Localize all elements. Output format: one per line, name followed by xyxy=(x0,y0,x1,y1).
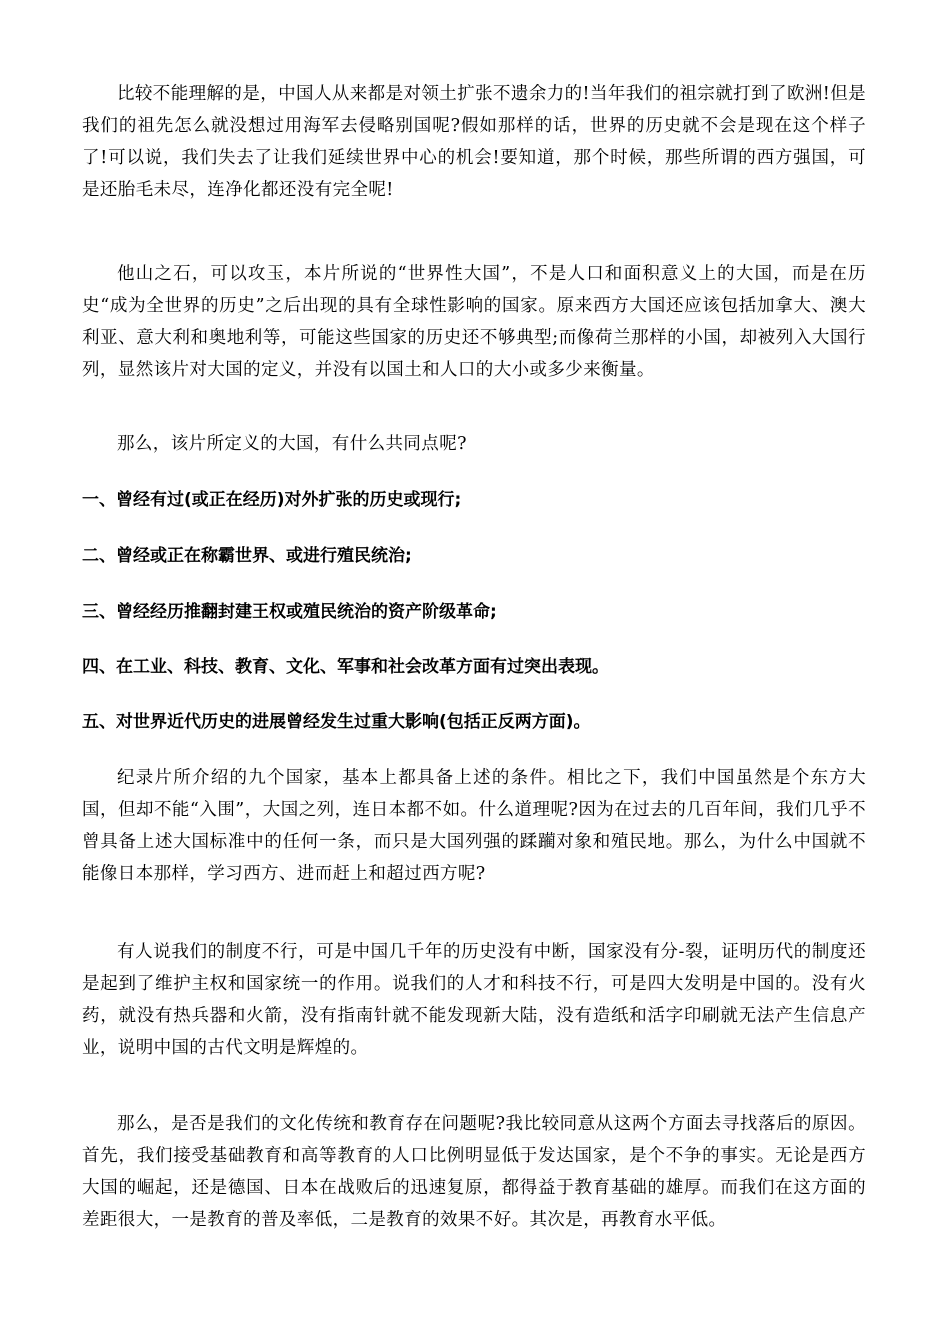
paragraph-nine-countries: 纪录片所介绍的九个国家，基本上都具备上述的条件。相比之下，我们中国虽然是个东方大国，但却不能“入围”，大国之列，连日本都不如。什么道理呢?因为在过去的几百年间，我们几乎不曾具备上述大国标准中的任何一条，而只是大国列强的蹂躏对象和殖民地。那么，为什么中国就不能像日本那样，学习西方、进而赶上和超过西方呢? xyxy=(82,768,866,884)
paragraph-culture-and-education: 那么，是否是我们的文化传统和教育存在问题呢?我比较同意从这两个方面去寻找落后的原因。首先，我们接受基础教育和高等教育的人口比例明显低于发达国家，是个不争的事实。无论是西方大国的崛起，还是德国、日本在战败后的迅速复原，都得益于教育基础的雄厚。而我们在这方面的差距很大，一是教育的普及率低，二是教育的效果不好。其次是，再教育水平低。 xyxy=(82,1114,866,1230)
criteria-item-4: 四、在工业、科技、教育、文化、军事和社会改革方面有过突出表现。 xyxy=(82,657,609,677)
paragraph-common-points-question: 那么，该片所定义的大国，有什么共同点呢? xyxy=(117,434,467,454)
paragraph-great-power-definition: 他山之石，可以攻玉，本片所说的“世界性大国”，不是人口和面积意义上的大国，而是在历史“成为全世界的历史”之后出现的具有全球性影响的国家。原来西方大国还应该包括加拿大、澳大利亚、意大利和奥地利等，可能这些国家的历史还不够典型;而像荷兰那样的小国，却被列入大国行列，显然该片对大国的定义，并没有以国土和人口的大小或多少来衡量。 xyxy=(82,264,866,380)
paragraph-system-and-inventions: 有人说我们的制度不行，可是中国几千年的历史没有中断，国家没有分-裂，证明历代的制度还是起到了维护主权和国家统一的作用。说我们的人才和科技不行，可是四大发明是中国的。没有火药，就没有热兵器和火箭，没有指南针就不能发现新大陆，没有造纸和活字印刷就无法产生信息产业，说明中国的古代文明是辉煌的。 xyxy=(82,942,866,1058)
criteria-item-2: 二、曾经或正在称霸世界、或进行殖民统治; xyxy=(82,546,412,566)
paragraph-territorial-expansion: 比较不能理解的是，中国人从来都是对领土扩张不遗余力的!当年我们的祖宗就打到了欧洲!但是我们的祖先怎么就没想过用海军去侵略别国呢?假如那样的话，世界的历史就不会是现在这个样子了!可以说，我们失去了让我们延续世界中心的机会!要知道，那个时候，那些所谓的西方强国，可是还胎毛未尽，连净化都还没有完全呢! xyxy=(82,84,866,200)
criteria-item-5: 五、对世界近代历史的进展曾经发生过重大影响(包括正反两方面)。 xyxy=(82,712,591,732)
criteria-item-1: 一、曾经有过(或正在经历)对外扩张的历史或现行; xyxy=(82,490,462,510)
criteria-item-3: 三、曾经经历推翻封建王权或殖民统治的资产阶级革命; xyxy=(82,602,497,622)
